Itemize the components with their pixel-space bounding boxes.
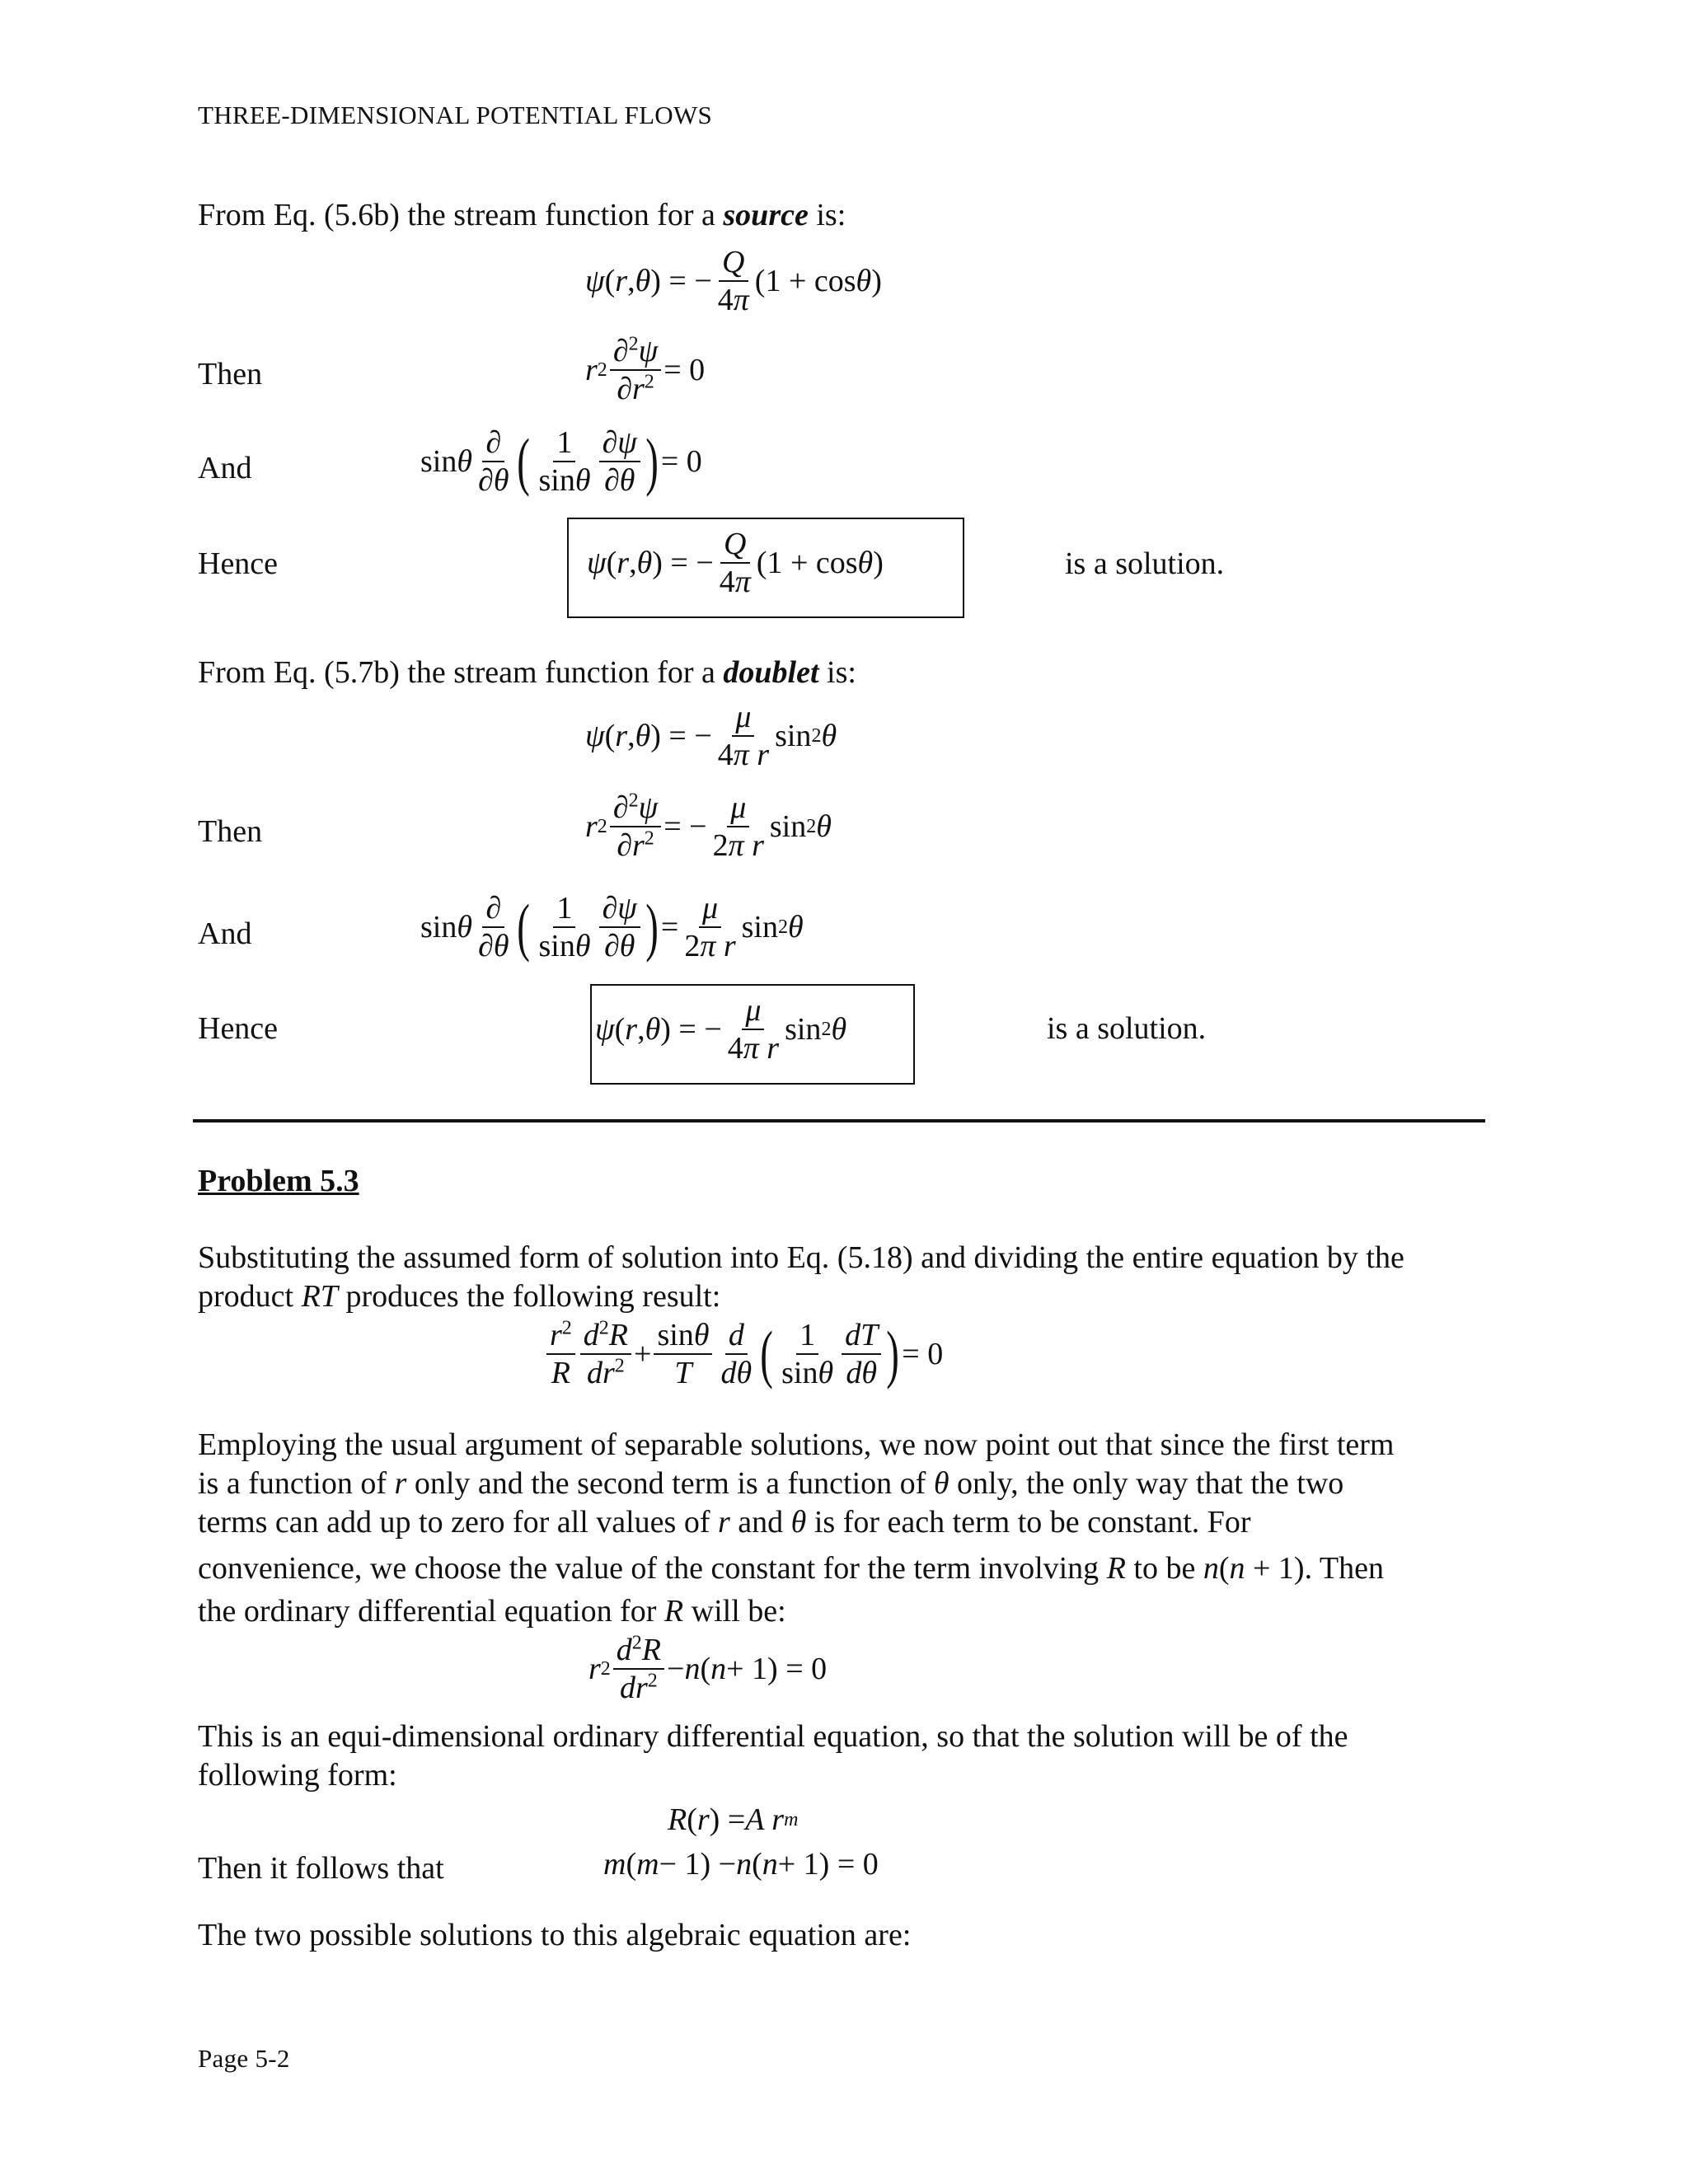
problem-paragraph-1-line-1: Substituting the assumed form of solution into Eq. (5.18) and dividing the entire equation by the [198,1240,1404,1275]
doublet-stream-function-equation: ψ ( r , θ ) = − $\frac{\mu}{\text{4π r}}$ sin 2 θ [585,700,837,772]
doublet-and-label: And [198,916,252,951]
problem-paragraph-1-line-2: product RT produces the following result: [198,1279,721,1314]
section-divider [193,1119,1485,1122]
source-solution-equation: ψ ( r , θ ) = − $\frac{Q}{4\pi}$ (1 + cos θ ) [587,527,884,599]
problem-paragraph-2-line-4: convenience, we choose the value of the constant for the term involving R to be n(n + 1). Then [198,1551,1384,1586]
page-number: Page 5-2 [198,2044,290,2073]
problem-paragraph-2-line-2: is a function of r only and the second term is a function of θ only, the only way that the two [198,1466,1344,1501]
source-term: source [723,198,809,232]
source-then-label: Then [198,357,263,391]
doublet-solution-note: is a solution. [1047,1011,1207,1046]
characteristic-equation: m ( m − 1) − n ( n + 1) = 0 [603,1847,879,1882]
radial-ode-equation: r 2 $\frac{d^2R}{dr^2}$ − n ( n + 1) = 0 [588,1632,828,1705]
doublet-hence-label: Hence [198,1011,279,1046]
separated-ode-equation: $\frac{r^2}{R}$ $\frac{d^2R}{dr^2}$ + $\frac{\sin\theta}{T}$ $\frac{d}{d\theta}$ ( $\frac{1}{\sin\theta}$ $\frac{dT}{d\theta}$ ) = 0 [544,1317,943,1391]
doublet-solution-equation: ψ ( r , θ ) = − $\frac{\mu}{\text{4π r}}$ sin 2 θ [595,993,847,1066]
problem-paragraph-3-line-1: This is an equi-dimensional ordinary differential equation, so that the solution will be of the [198,1719,1348,1754]
doublet-angular-derivative-equation: sin θ $\frac{\partial}{\partial\theta}$ ( $\frac{1}{\sin\theta}$ $\frac{\partial\psi}{\partial\theta}$ ) = $\frac{\mu}{\text{2π r}}$ sin 2 θ [420,891,804,963]
then-follows-label: Then it follows that [198,1851,444,1886]
doublet-intro: From Eq. (5.7b) the stream function for a doublet is: [198,655,856,690]
source-hence-label: Hence [198,546,279,581]
power-law-solution-equation: R ( r ) = A r m [668,1802,799,1837]
doublet-then-label: Then [198,814,263,849]
source-and-label: And [198,451,252,485]
source-angular-derivative-equation: sin θ $\frac{\partial}{\partial\theta}$ ( $\frac{1}{\sin\theta}$ $\frac{\partial\psi}{\partial\theta}$ ) = 0 [420,425,702,498]
problem-paragraph-4: The two possible solutions to this algebraic equation are: [198,1918,912,1952]
source-intro: From Eq. (5.6b) the stream function for a source is: [198,198,846,232]
doublet-term: doublet [723,655,819,690]
problem-paragraph-2-line-5: the ordinary differential equation for R will be: [198,1594,786,1629]
running-header: THREE-DIMENSIONAL POTENTIAL FLOWS [198,101,713,129]
problem-title: Problem 5.3 [198,1164,359,1198]
doublet-radial-derivative-equation: r 2 $\frac{\partial^2\psi}{\partial r^2}$ = − $\frac{\mu}{\text{2π r}}$ sin 2 θ [585,790,832,863]
source-solution-note: is a solution. [1065,546,1225,581]
source-radial-derivative-equation: r 2 $\frac{\partial^2\psi}{\partial r^2}$ = 0 [585,333,706,406]
problem-paragraph-2-line-1: Employing the usual argument of separable solutions, we now point out that since the first term [198,1427,1395,1462]
problem-paragraph-2-line-3: terms can add up to zero for all values of r and θ is for each term to be constant. For [198,1505,1251,1540]
problem-paragraph-3-line-2: following form: [198,1758,397,1793]
source-stream-function-equation: ψ ( r , θ ) = − $\frac{Q}{4\pi}$ (1 + cos θ ) [585,245,882,317]
